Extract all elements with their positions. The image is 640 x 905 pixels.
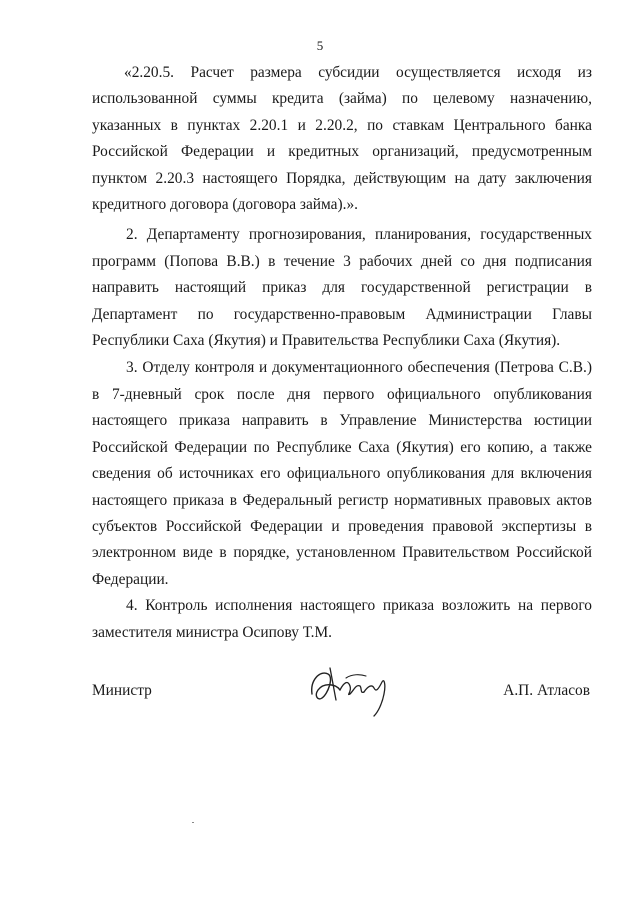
paragraph-2-20-5: «2.20.5. Расчет размера субсидии осуществляется исходя из использованной суммы кредита (займа) по целевому назначению, указанных в пунктах 2.20.1 и 2.20.2, по ставкам Центрального банка Российской Федерации и кредитных организаций, предусмотренным пунктом 2.20.3 настоящего Порядка, действующим на дату заключения кредитного договора (договора займа).». [92,64,592,214]
paragraph-item-2: 2. Департаменту прогнозирования, планирования, государственных программ (Попова В.В.) в течение 3 рабочих дней со дня подписания направить настоящий приказ для государственной регистрации в Департамент по государственно-правовым Администрации Главы Республики Саха (Якутия) и Правительства Республики Саха (Якутия). [92,226,592,350]
signature-icon [306,660,396,720]
signatory-name: А.П. Атласов [503,682,590,699]
document-body [92,60,592,646]
scan-speck [192,822,194,823]
paragraph-item-3: 3. Отделу контроля и документационного обеспечения (Петрова С.В.) в 7-дневный срок после дня первого официального опубликования настоящего приказа направить в Управление Министерства юстиции Российской Федерации по Республике Саха (Якутия) его копию, а также сведения об источниках его официального опубликования для включения настоящего приказа в Федеральный регистр нормативных правовых актов субъектов Российской Федерации и проведения правовой экспертизы в электронном виде в порядке, установленном Правительством Российской Федерации. [92,359,592,588]
page-number: 5 [316,38,324,53]
paragraph-item-4: 4. Контроль исполнения настоящего приказа возложить на первого заместителя министра Осипову Т.М. [92,597,592,641]
signatory-title: Министр [92,682,152,699]
